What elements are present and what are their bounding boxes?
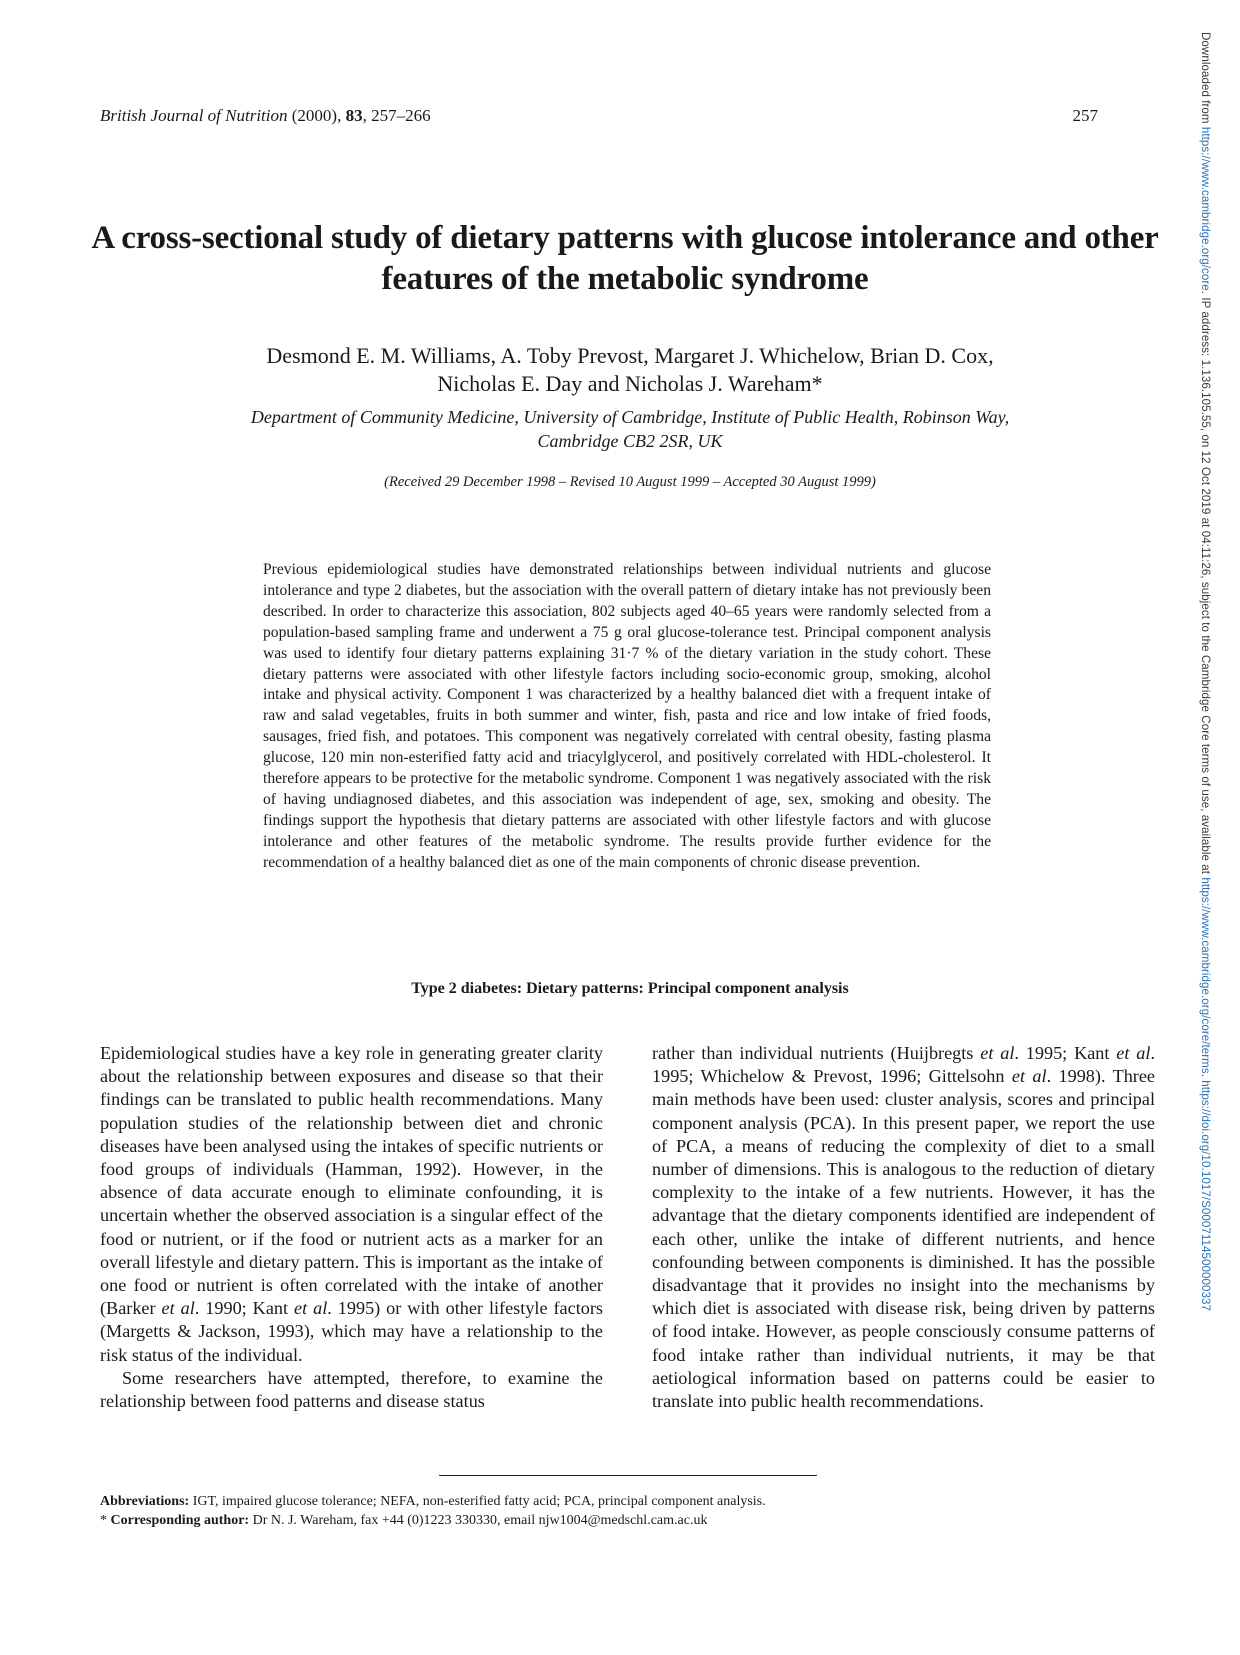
doi-link[interactable]: https://doi.org/10.1017/S0007114500000337 <box>1199 1080 1212 1311</box>
text-run: . 1990; Kant <box>194 1298 295 1319</box>
article-title: A cross-sectional study of dietary patterns with glucose intolerance and other features of the metabolic syndrome <box>91 220 1159 297</box>
notice-text: Downloaded from <box>1199 32 1212 127</box>
et-al: et al <box>1116 1043 1151 1063</box>
terms-link[interactable]: https://www.cambridge.org/core/terms <box>1199 877 1212 1074</box>
abbreviations-label: Abbreviations: <box>100 1494 190 1509</box>
authors-line-2: Nicholas E. Day and Nicholas J. Wareham* <box>437 371 823 396</box>
et-al: et al <box>161 1298 195 1319</box>
affiliation-line-1: Department of Community Medicine, University of Cambridge, Institute of Public Health, Robinson Way, <box>250 407 1010 427</box>
journal-volume: 83 <box>345 106 363 125</box>
body-paragraph-1 <box>100 1042 603 1367</box>
affiliation <box>120 405 1140 453</box>
text-run: . 1995) or with other lifestyle factors (Margetts & Jackson, 1993), which may have a relationship to the risk status of the individual. <box>100 1298 603 1365</box>
body-column-left <box>100 1042 603 1413</box>
footnote-divider <box>439 1475 817 1476</box>
text-run: rather than individual nutrients (Huijbregts <box>652 1043 981 1063</box>
text-run: . 1995; Whichelow & Prevost, 1996; Gittelsohn <box>652 1043 1155 1087</box>
et-al: et al <box>1011 1066 1047 1087</box>
received-dates: (Received 29 December 1998 – Revised 10 August 1999 – Accepted 30 August 1999) <box>384 474 876 490</box>
text-run: Epidemiological studies have a key role in generating greater clarity about the relationship between exposures and disease so that their findings can be translated to public health recommendations. Many population studies of the relationship between diet and chronic diseases have been analysed using the intakes of specific nutrients or food groups of individuals (Hamman, 1992). However, in the absence of data accurate enough to eliminate confounding, it is uncertain whether the observed association is a singular effect of the food or nutrient, or if the food or nutrient acts as a marker for an overall lifestyle and dietary pattern. This is important as the intake of one food or nutrient is often correlated with the intake of another (Barker <box>100 1043 603 1319</box>
footnotes <box>100 1492 1150 1530</box>
abbreviations-text: IGT, impaired glucose tolerance; NEFA, non-esterified fatty acid; PCA, principal component analysis. <box>189 1494 766 1509</box>
asterisk: * <box>100 1513 111 1528</box>
notice-text: . IP address: 1.136.105.55, on 12 Oct 2019 at 04:11:26, subject to the Cambridge Core terms of use, available at <box>1199 290 1212 878</box>
text-run: . 1995; Kant <box>1014 1043 1117 1063</box>
author-list <box>120 342 1140 398</box>
corresponding-label: Corresponding author: <box>110 1513 250 1528</box>
journal-year: (2000), <box>291 106 342 125</box>
abbreviations-footnote <box>100 1492 1150 1511</box>
et-al: et al <box>294 1298 328 1319</box>
body-column-right <box>652 1042 1155 1413</box>
journal-pages: , 257–266 <box>362 106 431 125</box>
keywords: Type 2 diabetes: Dietary patterns: Principal component analysis <box>411 980 849 997</box>
corresponding-text: Dr N. J. Wareham, fax +44 (0)1223 330330, email njw1004@medschl.cam.ac.uk <box>249 1513 708 1528</box>
notice-text: . <box>1199 1073 1212 1081</box>
running-head <box>100 106 431 126</box>
abstract: Previous epidemiological studies have demonstrated relationships between individual nutrients and glucose intolerance and type 2 diabetes, but the association with the overall pattern of dietary intake has not previously been described. In order to characterize this association, 802 subjects aged 40–65 years were randomly selected from a population-based sampling frame and underwent a 75 g oral glucose-tolerance test. Principal component analysis was used to identify four dietary patterns explaining 31·7 % of the dietary variation in the study cohort. These dietary patterns were associated with other lifestyle factors including socio-economic group, smoking, alcohol intake and physical activity. Component 1 was characterized by a healthy balanced diet with a frequent intake of raw and salad vegetables, fruits in both summer and winter, fish, pasta and rice and low intake of fried foods, sausages, fried fish, and potatoes. This component was negatively correlated with central obesity, fasting plasma glucose, 120 min non-esterified fatty acid and triacylglycerol, and positively correlated with HDL-cholesterol. It therefore appears to be protective for the metabolic syndrome. Component 1 was negatively associated with the risk of having undiagnosed diabetes, and this association was independent of age, sex, smoking and obesity. The findings support the hypothesis that dietary patterns are associated with other lifestyle factors and with glucose intolerance and other features of the metabolic syndrome. The results provide further evidence for the recommendation of a healthy balanced diet as one of the main components of chronic disease prevention. <box>263 561 991 871</box>
authors-line-1: Desmond E. M. Williams, A. Toby Prevost, Margaret J. Whichelow, Brian D. Cox, <box>266 343 994 368</box>
et-al: et al <box>980 1043 1015 1063</box>
body-paragraph-2: Some researchers have attempted, therefore, to examine the relationship between food patterns and disease status <box>100 1367 603 1412</box>
affiliation-line-2: Cambridge CB2 2SR, UK <box>537 431 723 451</box>
corresponding-author-footnote <box>100 1511 1150 1530</box>
text-run: . 1998). Three main methods have been used: cluster analysis, scores and principal component analysis (PCA). In this present paper, we report the use of PCA, a means of reducing the complexity of diet to a small number of dimensions. This is analogous to the reduction of dietary complexity to the intake of a few nutrients. However, it has the advantage that the dietary components identified are independent of each other, unlike the intake of different nutrients, and hence confounding between components is diminished. It has the possible disadvantage that it provides no insight into the mechanisms by which diet is associated with disease risk, being driven by patterns of food intake. However, as people consciously consume patterns of food intake rather than individual nutrients, it may be that aetiological information based on patterns could be easier to translate into public health recommendations. <box>652 1066 1155 1412</box>
page-number: 257 <box>1072 106 1098 125</box>
body-paragraph-3 <box>652 1042 1155 1413</box>
cambridge-core-link[interactable]: https://www.cambridge.org/core <box>1199 126 1212 291</box>
journal-name: British Journal of Nutrition <box>100 106 288 125</box>
download-notice <box>1199 32 1212 1311</box>
